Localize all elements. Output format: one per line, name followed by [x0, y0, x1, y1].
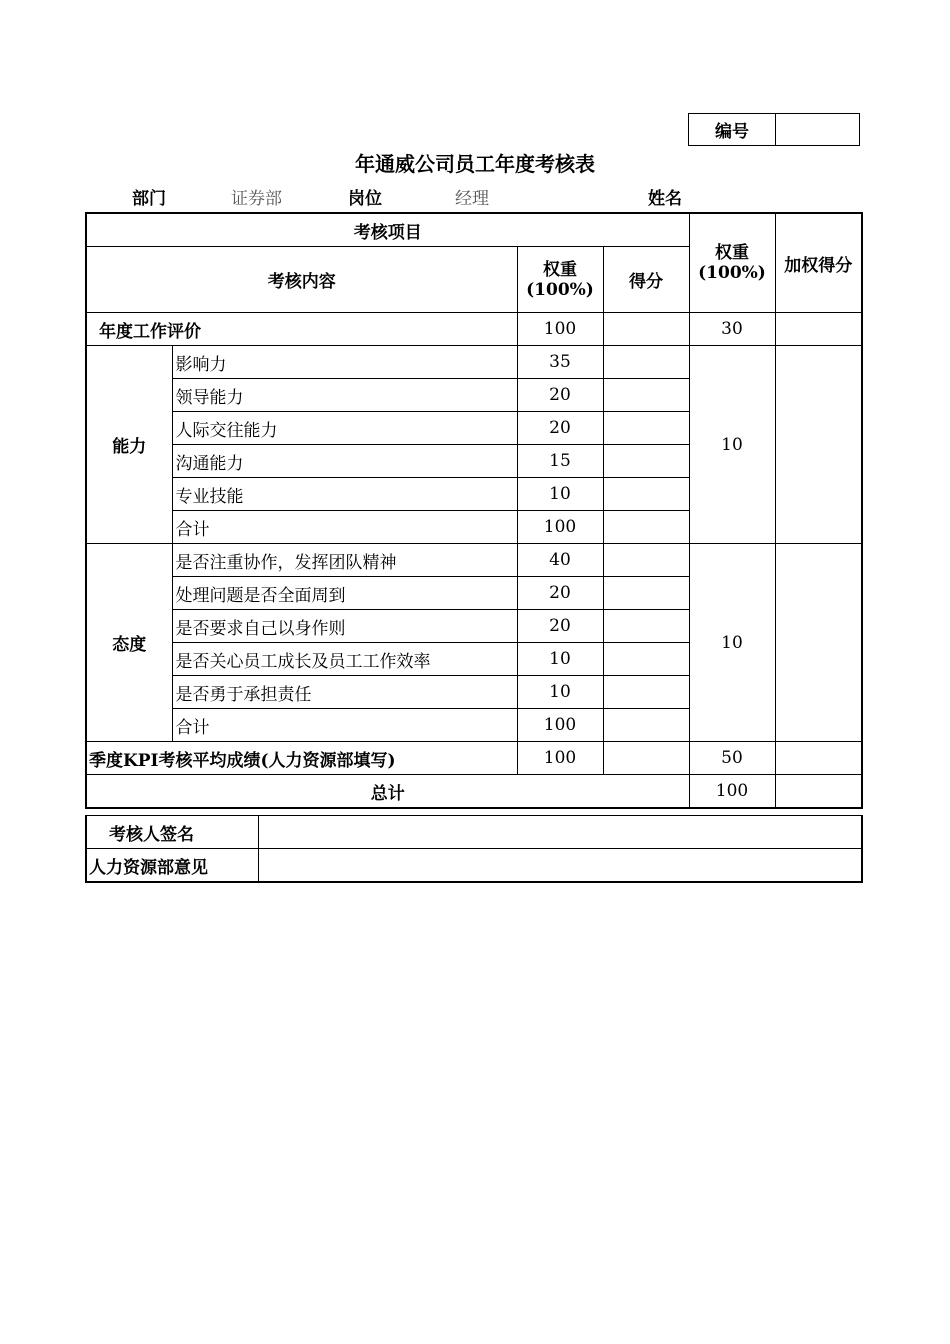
attitude-score[interactable] — [603, 544, 689, 577]
signature-table — [85, 815, 863, 883]
hr-opinion-field[interactable] — [258, 849, 862, 883]
ability-weight: 10 — [517, 478, 603, 511]
reviewer-label: 考核人签名 — [86, 816, 258, 849]
attitude-item: 是否勇于承担责任 — [172, 676, 517, 709]
header-score: 得分 — [603, 247, 689, 313]
header-weight-overall: 权重 (100%) — [689, 213, 775, 313]
attitude-item: 是否关心员工成长及员工工作效率 — [172, 643, 517, 676]
page-title: 年通威公司员工年度考核表 — [355, 152, 595, 176]
annual-score[interactable] — [603, 313, 689, 346]
attitude-weight: 20 — [517, 577, 603, 610]
ability-weight-overall: 10 — [689, 346, 775, 544]
table-row-annual — [86, 313, 862, 346]
attitude-score[interactable] — [603, 577, 689, 610]
header-weight: 权重 (100%) — [517, 247, 603, 313]
attitude-item: 是否注重协作，发挥团队精神 — [172, 544, 517, 577]
attitude-item: 处理问题是否全面周到 — [172, 577, 517, 610]
annual-weighted-score[interactable] — [775, 313, 862, 346]
kpi-weighted-score[interactable] — [775, 742, 862, 775]
total-weight-overall: 100 — [689, 775, 775, 809]
attitude-weight: 10 — [517, 676, 603, 709]
name-label: 姓名 — [648, 189, 682, 209]
ability-item: 沟通能力 — [172, 445, 517, 478]
hr-opinion-label: 人力资源部意见 — [86, 849, 258, 883]
ability-score[interactable] — [603, 445, 689, 478]
ability-item: 专业技能 — [172, 478, 517, 511]
serial-value[interactable] — [776, 114, 859, 145]
table-row-kpi — [86, 742, 862, 775]
total-weighted-score[interactable] — [775, 775, 862, 809]
attitude-weight: 20 — [517, 610, 603, 643]
attitude-subtotal-label: 合计 — [172, 709, 517, 742]
attitude-weighted-score[interactable] — [775, 544, 862, 742]
header-content: 考核内容 — [86, 247, 517, 313]
ability-score[interactable] — [603, 379, 689, 412]
serial-number-box — [688, 113, 860, 146]
serial-label: 编号 — [689, 114, 776, 145]
attitude-subtotal-score[interactable] — [603, 709, 689, 742]
hr-opinion-row — [86, 849, 862, 883]
ability-label: 能力 — [86, 346, 172, 544]
attitude-weight: 10 — [517, 643, 603, 676]
attitude-score[interactable] — [603, 643, 689, 676]
kpi-weight: 100 — [517, 742, 603, 775]
ability-score[interactable] — [603, 412, 689, 445]
table-header-row — [86, 213, 862, 247]
ability-item: 人际交往能力 — [172, 412, 517, 445]
appraisal-table — [85, 212, 863, 809]
ability-weight: 20 — [517, 379, 603, 412]
ability-weight: 20 — [517, 412, 603, 445]
reviewer-row — [86, 816, 862, 849]
attitude-item: 是否要求自己以身作则 — [172, 610, 517, 643]
total-label: 总计 — [86, 775, 689, 809]
ability-weight: 35 — [517, 346, 603, 379]
table-row-total — [86, 775, 862, 809]
ability-weighted-score[interactable] — [775, 346, 862, 544]
header-item: 考核项目 — [86, 213, 689, 247]
reviewer-signature-field[interactable] — [258, 816, 862, 849]
attitude-score[interactable] — [603, 676, 689, 709]
ability-score[interactable] — [603, 478, 689, 511]
header-weighted-score: 加权得分 — [775, 213, 862, 313]
annual-label: 年度工作评价 — [86, 313, 517, 346]
attitude-score[interactable] — [603, 610, 689, 643]
ability-weight: 15 — [517, 445, 603, 478]
dept-value: 证券部 — [231, 189, 282, 209]
annual-weight: 100 — [517, 313, 603, 346]
attitude-weight: 40 — [517, 544, 603, 577]
ability-subtotal-label: 合计 — [172, 511, 517, 544]
ability-item: 领导能力 — [172, 379, 517, 412]
dept-label: 部门 — [132, 189, 166, 209]
ability-subtotal-weight: 100 — [517, 511, 603, 544]
attitude-weight-overall: 10 — [689, 544, 775, 742]
attitude-label: 态度 — [86, 544, 172, 742]
kpi-score[interactable] — [603, 742, 689, 775]
kpi-label: 季度KPI考核平均成绩(人力资源部填写) — [86, 742, 517, 775]
post-value: 经理 — [455, 189, 489, 209]
kpi-weight-overall: 50 — [689, 742, 775, 775]
ability-score[interactable] — [603, 346, 689, 379]
attitude-subtotal-weight: 100 — [517, 709, 603, 742]
ability-subtotal-score[interactable] — [603, 511, 689, 544]
table-row — [86, 544, 862, 577]
post-label: 岗位 — [348, 189, 382, 209]
table-row — [86, 346, 862, 379]
ability-item: 影响力 — [172, 346, 517, 379]
annual-weight-overall: 30 — [689, 313, 775, 346]
